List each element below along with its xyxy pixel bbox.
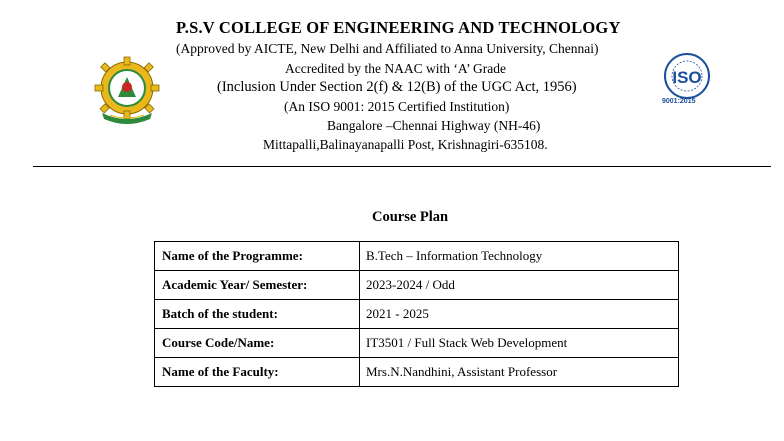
address-line: Mittapalli,Balinayanapalli Post, Krishnagiri-635108.	[263, 137, 548, 152]
programme-label: Name of the Programme:	[155, 242, 360, 271]
batch-value: 2021 - 2025	[360, 300, 679, 329]
course-info-table	[154, 241, 679, 387]
course-code-label: Course Code/Name:	[155, 329, 360, 358]
course-code-value: IT3501 / Full Stack Web Development	[360, 329, 679, 358]
programme-value: B.Tech – Information Technology	[360, 242, 679, 271]
accreditation-line: Accredited by the NAAC with ‘A’ Grade	[285, 61, 506, 76]
college-emblem-logo	[92, 55, 162, 125]
faculty-label: Name of the Faculty:	[155, 358, 360, 387]
document-title: Course Plan	[372, 209, 449, 225]
iso-logo-text: ISO	[672, 68, 702, 87]
highway-line: Bangalore –Chennai Highway (NH-46)	[327, 118, 541, 133]
academic-year-value: 2023-2024 / Odd	[360, 271, 679, 300]
table-row	[155, 300, 679, 329]
college-name: P.S.V COLLEGE OF ENGINEERING AND TECHNOLOGY	[176, 18, 621, 37]
ugc-inclusion-line: (Inclusion Under Section 2(f) & 12(B) of the UGC Act, 1956)	[217, 79, 577, 95]
iso-certification-line: (An ISO 9001: 2015 Certified Institution)	[284, 99, 510, 114]
table-row	[155, 242, 679, 271]
approval-line: (Approved by AICTE, New Delhi and Affiliated to Anna University, Chennai)	[176, 41, 599, 56]
batch-label: Batch of the student:	[155, 300, 360, 329]
table-row	[155, 271, 679, 300]
header-divider	[33, 166, 771, 167]
table-row	[155, 358, 679, 387]
iso-logo-year: 9001:2015	[662, 98, 696, 105]
faculty-value: Mrs.N.Nandhini, Assistant Professor	[360, 358, 679, 387]
table-row	[155, 329, 679, 358]
academic-year-label: Academic Year/ Semester:	[155, 271, 360, 300]
